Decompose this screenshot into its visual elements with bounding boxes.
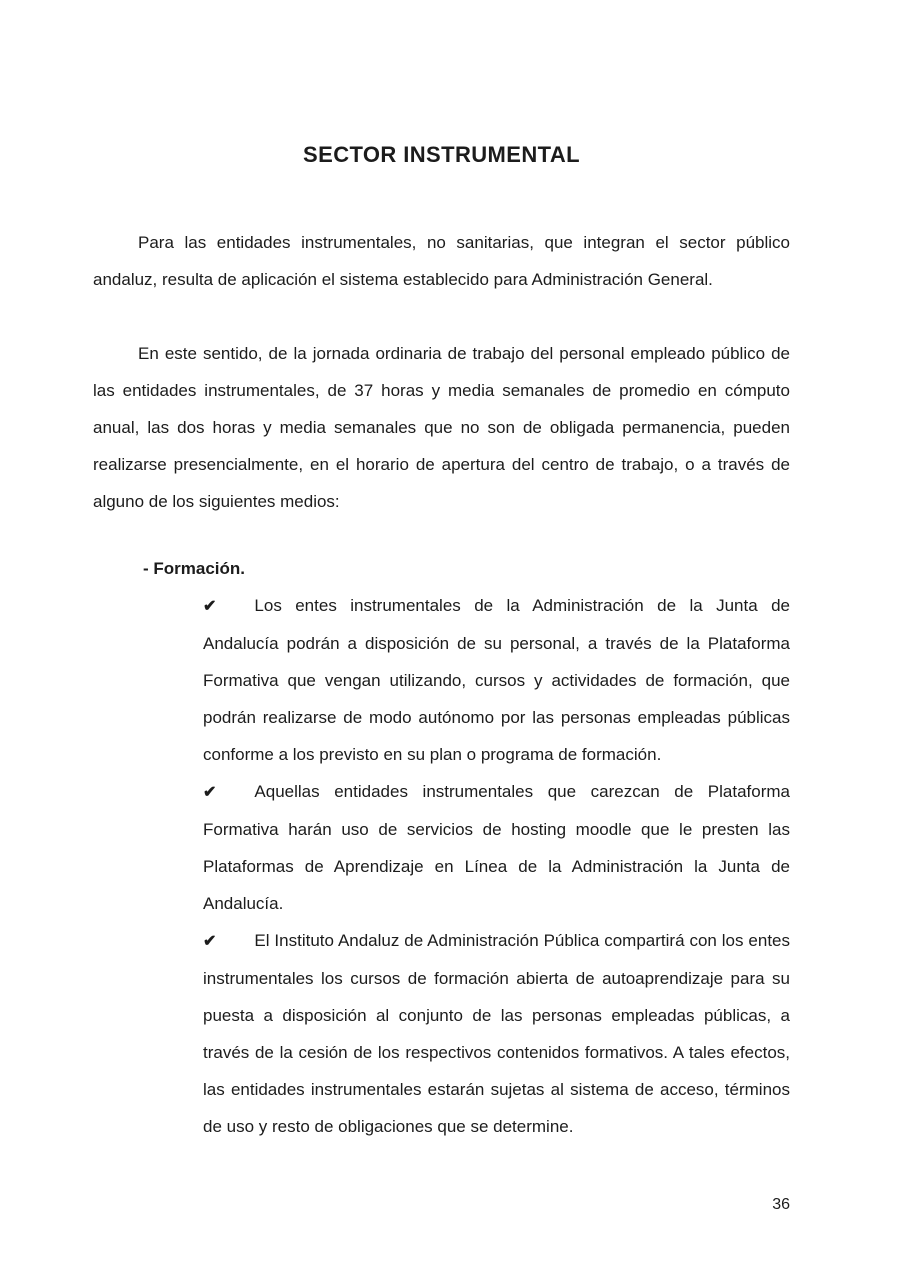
checkmark-icon: ✔: [203, 598, 217, 615]
bullet-item-plataforma-formativa: [203, 587, 790, 773]
page-content: [93, 0, 790, 1145]
checkmark-icon: ✔: [203, 933, 217, 950]
bullet-list: [93, 587, 790, 1145]
bullet-text: El Instituto Andaluz de Administración Pública compartirá con los entes instrumentales los cursos de formación abierta de autoaprendizaje para su puesta a disposición al conjunto de las personas empleadas públicas, a través de la cesión de los respectivos contenidos formativos. A tales efectos, las entidades instrumentales estarán sujetas al sistema de acceso, términos de uso y resto de obligaciones que se determine.: [203, 931, 790, 1136]
section-heading-formacion: - Formación.: [143, 559, 246, 578]
bullet-item-iaap-cursos: [203, 922, 790, 1145]
bullet-text: Los entes instrumentales de la Administración de la Junta de Andalucía podrán a disposición de su personal, a través de la Plataforma Formativa que vengan utilizando, cursos y actividades de formación, que podrán realizarse de modo autónomo por las personas empleadas públicas conforme a los previsto en su plan o programa de formación.: [203, 596, 790, 764]
checkmark-icon: ✔: [203, 784, 217, 801]
bullet-item-hosting-moodle: [203, 773, 790, 922]
page-number: 36: [772, 1196, 790, 1213]
paragraph-jornada: En este sentido, de la jornada ordinaria de trabajo del personal empleado público de las entidades instrumentales, de 37 horas y media semanales de promedio en cómputo anual, las dos horas y media semanales que no son de obligada permanencia, pueden realizarse presencialmente, en el horario de apertura del centro de trabajo, o a través de alguno de los siguientes medios:: [93, 344, 790, 511]
bullet-text: Aquellas entidades instrumentales que carezcan de Plataforma Formativa harán uso de servicios de hosting moodle que le presten las Plataformas de Aprendizaje en Línea de la Administración la Junta de Andalucía.: [203, 782, 790, 913]
paragraph-intro: Para las entidades instrumentales, no sanitarias, que integran el sector público andaluz, resulta de aplicación el sistema establecido para Administración General.: [93, 233, 790, 289]
page-title: SECTOR INSTRUMENTAL: [303, 142, 580, 167]
